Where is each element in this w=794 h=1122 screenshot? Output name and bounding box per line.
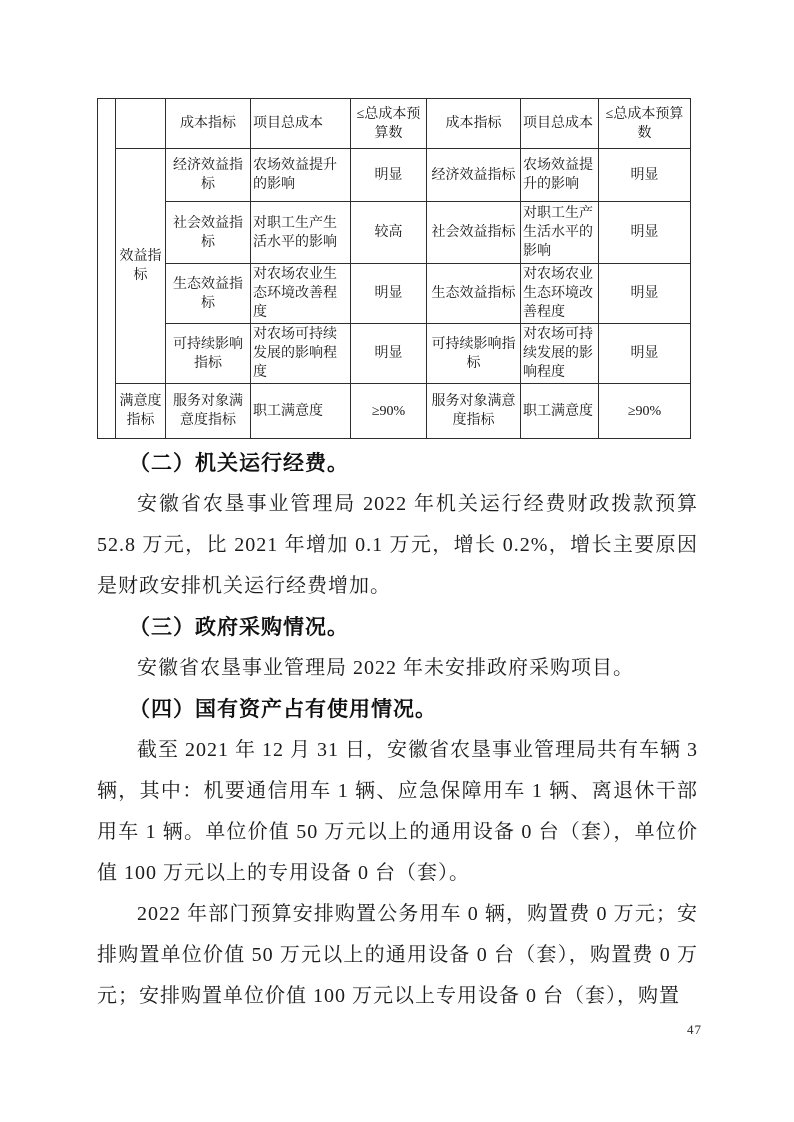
table-cell: 职工满意度 <box>521 384 599 439</box>
section-agency-operating-expenses <box>97 443 698 607</box>
table-cell: 生态效益指标 <box>427 264 521 324</box>
table-cell: 可持续影响指标 <box>427 324 521 384</box>
table-cell: 对职工生产生活水平的影响 <box>251 202 351 264</box>
section-paragraph: 截至 2021 年 12 月 31 日，安徽省农垦事业管理局共有车辆 3 辆，其中：机要通信用车 1 辆、应急保障用车 1 辆、离退休干部用车 1 辆。单位价值 50 万元以上的通用设备 0 台（套），单位价值 100 万元以上的专用设备 0 台（套）。 <box>97 739 698 884</box>
table-cell: 经济效益指标 <box>166 149 251 202</box>
table-cell: 对农场可持续发展的影响程度 <box>251 324 351 384</box>
table-row <box>98 99 691 149</box>
table-cell: 明显 <box>599 202 691 264</box>
document-body <box>97 433 698 1017</box>
table-cell: 较高 <box>351 202 427 264</box>
section-heading: （三）政府采购情况。 <box>129 616 349 639</box>
table-cell: 职工满意度 <box>251 384 351 439</box>
table-cell: 农场效益提升的影响 <box>251 149 351 202</box>
table-cell: 经济效益指标 <box>427 149 521 202</box>
table-header-cost-indicator-2: 成本指标 <box>427 99 521 149</box>
table-cell: 对农场可持续发展的影响程度 <box>521 324 599 384</box>
table-row <box>98 324 691 384</box>
performance-indicator-table <box>97 98 691 439</box>
section-government-procurement <box>97 607 698 689</box>
table-cell-benefit-group: 效益指标 <box>116 149 166 384</box>
table-cell: 社会效益指标 <box>427 202 521 264</box>
performance-indicator-table-wrap <box>97 98 691 439</box>
table-cell: 可持续影响指标 <box>166 324 251 384</box>
table-header-project-total-cost-2: 项目总成本 <box>521 99 599 149</box>
table-cell: 农场效益提升的影响 <box>521 149 599 202</box>
table-header-budget-limit: ≤总成本预算数 <box>351 99 427 149</box>
table-cell-empty <box>116 99 166 149</box>
table-cell-satisfaction-group: 满意度指标 <box>116 384 166 439</box>
table-cell: 对职工生产生活水平的影响 <box>521 202 599 264</box>
section-paragraph: 2022 年部门预算安排购置公务用车 0 辆，购置费 0 万元；安排购置单位价值 50 万元以上的通用设备 0 台（套），购置费 0 万元；安排购置单位价值 100 万元以上专用设备 0 台（套），购置 <box>97 903 698 1007</box>
table-cell: 生态效益指标 <box>166 264 251 324</box>
table-cell-left-spacer <box>98 99 116 439</box>
section-paragraph: 安徽省农垦事业管理局 2022 年未安排政府采购项目。 <box>137 657 634 679</box>
section-state-owned-assets <box>97 689 698 1017</box>
section-heading: （四）国有资产占有使用情况。 <box>129 698 437 721</box>
table-row <box>98 202 691 264</box>
table-row <box>98 149 691 202</box>
table-cell: 对农场农业生态环境改善程度 <box>251 264 351 324</box>
table-cell: ≥90% <box>351 384 427 439</box>
table-cell: 明显 <box>351 324 427 384</box>
page-number: 47 <box>687 1022 702 1037</box>
table-cell: 明显 <box>599 149 691 202</box>
table-cell: 明显 <box>599 264 691 324</box>
table-header-budget-limit-2: ≤总成本预算数 <box>599 99 691 149</box>
table-row <box>98 264 691 324</box>
table-cell: 服务对象满意度指标 <box>427 384 521 439</box>
table-header-project-total-cost: 项目总成本 <box>251 99 351 149</box>
table-cell: 社会效益指标 <box>166 202 251 264</box>
section-paragraph: 安徽省农垦事业管理局 2022 年机关运行经费财政拨款预算 52.8 万元，比 2021 年增加 0.1 万元，增长 0.2%，增长主要原因是财政安排机关运行经费增加。 <box>97 493 698 597</box>
table-cell: 明显 <box>599 324 691 384</box>
table-row <box>98 384 691 439</box>
section-heading: （二）机关运行经费。 <box>129 452 349 475</box>
table-cell: 服务对象满意度指标 <box>166 384 251 439</box>
table-cell: 对农场农业生态环境改善程度 <box>521 264 599 324</box>
table-cell: 明显 <box>351 264 427 324</box>
table-header-cost-indicator: 成本指标 <box>166 99 251 149</box>
table-cell: 明显 <box>351 149 427 202</box>
table-cell: ≥90% <box>599 384 691 439</box>
